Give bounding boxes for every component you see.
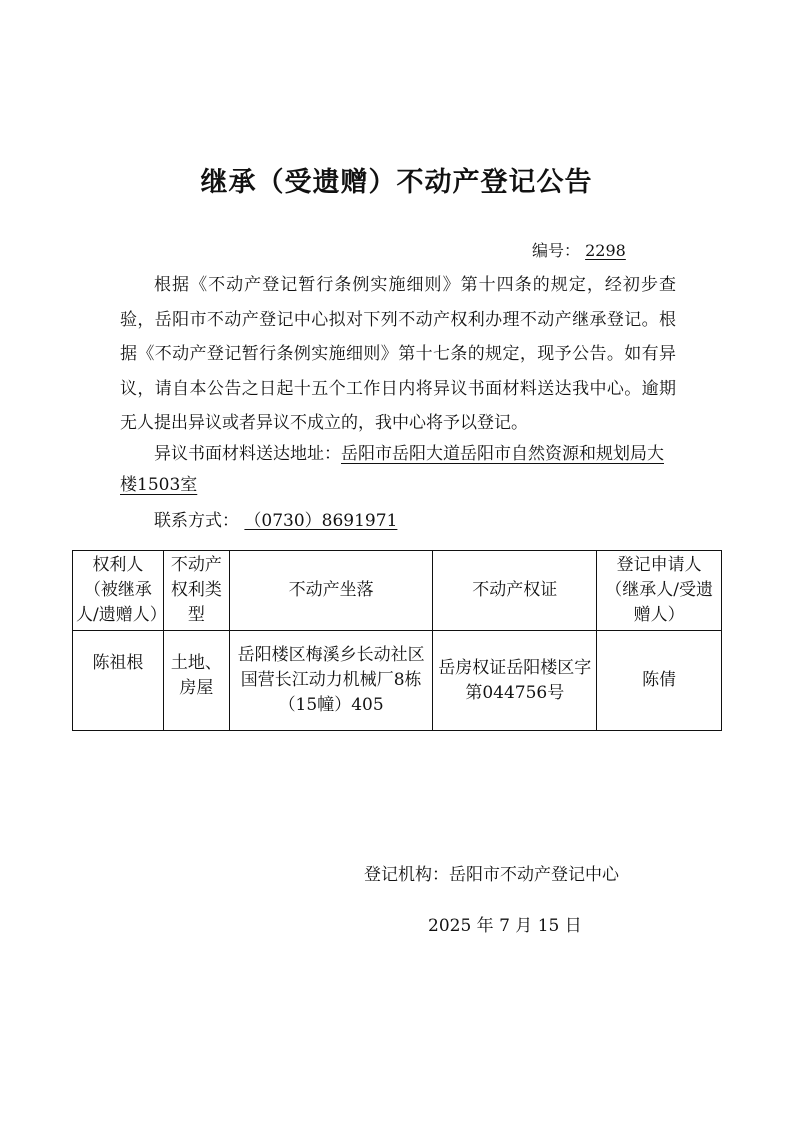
notice-title: 继承（受遗赠）不动产登记公告: [200, 167, 593, 198]
notice-date: 2025 年 7 月 15 日: [428, 916, 582, 936]
header-owner: 权利人（被继承人/遗赠人）: [73, 551, 164, 631]
notice-body: [120, 268, 676, 441]
objection-address-label: 异议书面材料送达地址：: [154, 444, 341, 464]
authority-value: 岳阳市不动产登记中心: [449, 865, 619, 885]
authority-label: 登记机构：: [364, 865, 449, 885]
notice-number: [532, 238, 626, 261]
objection-address-value: 岳阳市岳阳大道岳阳市自然资源和规划局大楼1503室: [120, 444, 664, 495]
objection-address: [120, 439, 676, 501]
registration-table: [72, 550, 722, 731]
notice-paragraph: 根据《不动产登记暂行条例实施细则》第十四条的规定，经初步查验，岳阳市不动产登记中心拟对下列不动产权利办理不动产继承登记。根据《不动产登记暂行条例实施细则》第十七条的规定，现予公告。如有异议，请自本公告之日起十五个工作日内将异议书面材料送达我中心。逾期无人提出异议或者异议不成立的，我中心将予以登记。: [120, 275, 676, 433]
notice-number-label: 编号：: [532, 241, 581, 260]
cell-owner: 陈祖根: [73, 631, 164, 731]
registration-authority: [364, 860, 619, 885]
notice-number-value: 2298: [585, 241, 626, 260]
header-location: 不动产坐落: [229, 551, 433, 631]
header-certificate: 不动产权证: [433, 551, 597, 631]
cell-applicant: 陈倩: [597, 631, 722, 731]
header-right-type: 不动产权利类型: [163, 551, 229, 631]
cell-location: 岳阳楼区梅溪乡长动社区国营长江动力机械厂8栋（15幢）405: [229, 631, 433, 731]
contact-label: 联系方式：: [154, 511, 239, 531]
table-row: [73, 631, 722, 731]
contact-info: [154, 506, 397, 531]
cell-certificate: 岳房权证岳阳楼区字第044756号: [433, 631, 597, 731]
cell-right-type: 土地、房屋: [163, 631, 229, 731]
header-applicant: 登记申请人（继承人/受遗赠人）: [597, 551, 722, 631]
table-header-row: [73, 551, 722, 631]
contact-value: （0730）8691971: [244, 511, 398, 531]
